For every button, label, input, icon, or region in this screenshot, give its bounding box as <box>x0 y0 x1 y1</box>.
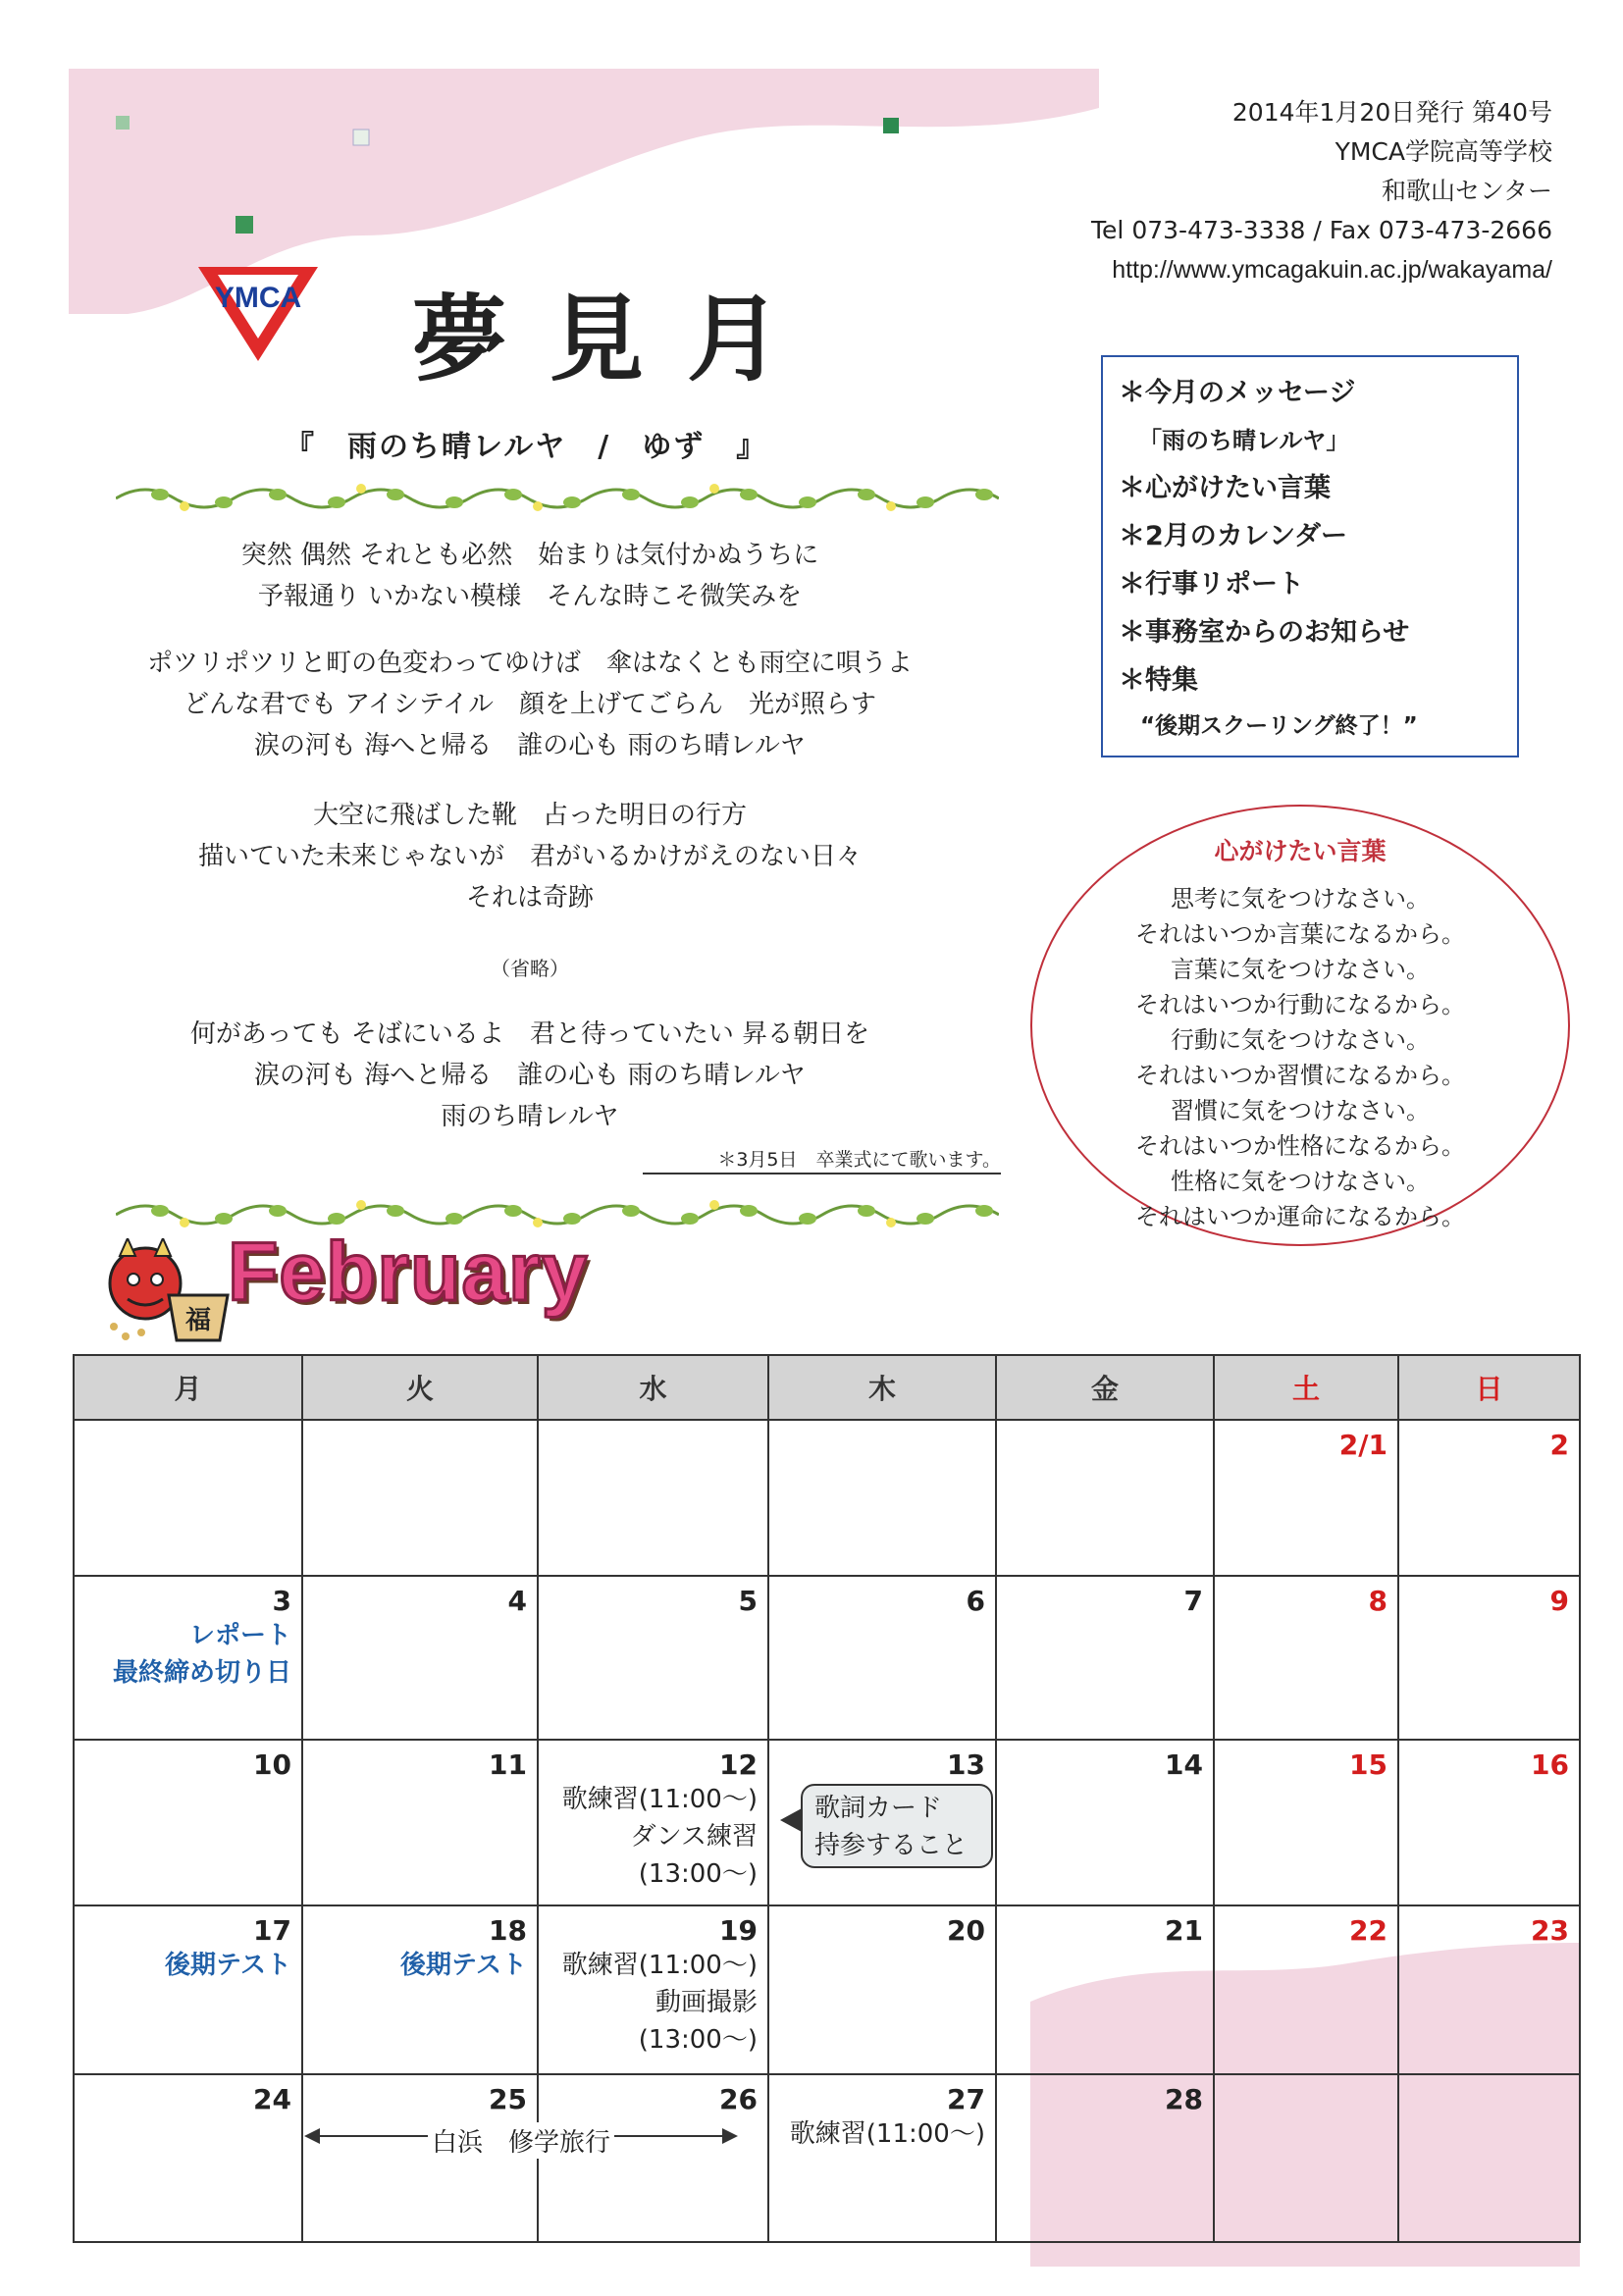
toc-item: ＊事務室からのお知らせ <box>1119 617 1410 648</box>
lyric-line: 大空に飛ばした靴 占った明日の行方 <box>312 801 747 830</box>
calendar-event: (13:00～) <box>638 1858 758 1889</box>
weekday-thu: 木 <box>768 1355 996 1420</box>
calendar-day-tue <box>302 1905 538 2073</box>
day-number: 14 <box>1165 1748 1203 1781</box>
calendar-day-wed <box>538 1740 768 1905</box>
day-number: 9 <box>1549 1585 1569 1618</box>
calendar-day-fri <box>996 1740 1214 1905</box>
day-number: 25 <box>489 2082 527 2115</box>
lyric-line: 突然 偶然 それとも必然 始まりは気付かぬうちに <box>240 541 819 570</box>
graduation-note: ＊3月5日 卒業式にて歌います。 <box>643 1145 1001 1174</box>
calendar-day-fri <box>996 1905 1214 2073</box>
calendar-day-mon <box>74 1740 302 1905</box>
day-number: 8 <box>1368 1585 1387 1618</box>
weekday-mon: 月 <box>74 1355 302 1420</box>
school-trip-label: 白浜 修学旅行 <box>428 2122 614 2159</box>
calendar-day-thu <box>768 1576 996 1739</box>
calendar-week-row <box>74 1905 1580 2073</box>
calendar-day-wed <box>538 1576 768 1739</box>
day-number: 21 <box>1165 1914 1203 1948</box>
toc-item: ＊行事リポート <box>1119 569 1304 600</box>
motto-line: 行動に気をつけなさい。 <box>1171 1026 1430 1054</box>
bubble-line: 持参すること <box>814 1831 969 1860</box>
song-title: 『 雨のち晴レルヤ / ゆず 』 <box>285 430 768 464</box>
day-number: 10 <box>253 1748 291 1781</box>
bubble-tail <box>780 1808 802 1832</box>
motto-line: それはいつか性格になるから。 <box>1135 1132 1465 1160</box>
lyric-line: 予報通り いかない模様 そんな時こそ微笑みを <box>257 582 803 611</box>
motto-line: 言葉に気をつけなさい。 <box>1171 956 1430 983</box>
calendar-day-sat <box>1214 1420 1398 1576</box>
lyrics-omitted: （省略） <box>491 957 569 980</box>
lyric-line: 涙の河も 海へと帰る 誰の心も 雨のち晴レルヤ <box>254 731 806 760</box>
calendar-day-thu <box>768 1420 996 1576</box>
calendar-day-tue <box>302 1420 538 1576</box>
day-number: 28 <box>1165 2082 1203 2115</box>
calendar-day-fri <box>996 1576 1214 1739</box>
lyric-card-bubble <box>801 1784 993 1868</box>
calendar-event: 動画撮影 <box>654 1988 758 2018</box>
day-number: 7 <box>1183 1585 1203 1618</box>
trip-arrow-left-head <box>304 2128 320 2144</box>
lyric-line: 描いていた未来じゃないが 君がいるかけがえのない日々 <box>197 842 862 871</box>
toc-subitem: “後期スクーリング終了！” <box>1140 713 1418 739</box>
day-number: 11 <box>489 1748 527 1781</box>
weekday-sat: 土 <box>1214 1355 1398 1420</box>
vine-divider-top <box>116 479 999 518</box>
toc-item: ＊心がけたい言葉 <box>1119 473 1331 503</box>
calendar-day-wed <box>538 1420 768 1576</box>
lyric-line: 涙の河も 海へと帰る 誰の心も 雨のち晴レルヤ <box>254 1061 806 1090</box>
motto-line: それはいつか習慣になるから。 <box>1135 1062 1465 1089</box>
weekday-sun: 日 <box>1398 1355 1580 1420</box>
calendar-day-tue <box>302 1576 538 1739</box>
motto-line: 性格に気をつけなさい。 <box>1171 1168 1430 1195</box>
logo-text: YMCA <box>214 282 302 314</box>
day-number: 16 <box>1531 1748 1569 1781</box>
day-number: 6 <box>966 1585 985 1618</box>
lyric-line: 何があっても そばにいるよ 君と待っていたい 昇る朝日を <box>189 1019 870 1049</box>
weekday-fri: 金 <box>996 1355 1214 1420</box>
motto-line: それはいつか運命になるから。 <box>1135 1203 1465 1230</box>
calendar-event: 歌練習(11:00～) <box>789 2118 985 2149</box>
calendar-day-sat <box>1214 1905 1398 2073</box>
weekday-wed: 水 <box>538 1355 768 1420</box>
center-name: 和歌山センター <box>1381 177 1552 205</box>
calendar-day-sun <box>1398 1740 1580 1905</box>
month-heading: February <box>228 1226 589 1318</box>
day-number: 26 <box>719 2082 758 2115</box>
day-number: 4 <box>507 1585 527 1618</box>
calendar-event: ダンス練習 <box>630 1821 758 1852</box>
lyrics-stanza-2 <box>98 643 962 766</box>
lyrics-stanza-1 <box>98 535 962 617</box>
ymca-logo <box>196 265 320 363</box>
motto-text <box>1030 881 1570 1234</box>
day-number: 2 <box>1549 1429 1569 1461</box>
calendar-event: 最終締め切り日 <box>112 1658 291 1689</box>
contact-numbers: Tel 073-473-3338 / Fax 073-473-2666 <box>1091 216 1552 244</box>
day-number: 5 <box>738 1585 758 1618</box>
day-number: 19 <box>719 1914 758 1948</box>
calendar-day-sat <box>1214 1576 1398 1739</box>
calendar-day-sun <box>1398 1905 1580 2073</box>
calendar-event: 後期テスト <box>165 1951 291 1981</box>
publication-info <box>944 93 1552 289</box>
lyrics-stanza-4 <box>98 1014 962 1137</box>
calendar-event: 歌練習(11:00～) <box>561 1784 758 1814</box>
calendar-day-mon <box>74 1420 302 1576</box>
calendar-day-fri <box>996 2074 1214 2242</box>
day-number: 18 <box>489 1914 527 1948</box>
day-number: 15 <box>1349 1748 1387 1781</box>
day-number: 17 <box>253 1914 291 1948</box>
day-number: 24 <box>253 2082 291 2115</box>
toc-item: ＊特集 <box>1119 665 1198 696</box>
calendar-week-row <box>74 1420 1580 1576</box>
toc-item: ＊今月のメッセージ <box>1119 378 1356 408</box>
motto-line: それはいつか言葉になるから。 <box>1135 920 1465 948</box>
weekday-tue: 火 <box>302 1355 538 1420</box>
website-link[interactable]: http://www.ymcagakuin.ac.jp/wakayama/ <box>1112 256 1552 284</box>
lyric-line: ポツリポツリと町の色変わってゆけば 傘はなくとも雨空に唄うよ <box>147 649 913 678</box>
calendar-week-row <box>74 2074 1580 2242</box>
motto-line: それはいつか行動になるから。 <box>1135 991 1465 1018</box>
lyric-line: それは奇跡 <box>465 883 594 913</box>
calendar-day-fri <box>996 1420 1214 1576</box>
oni-mame-icon <box>98 1238 236 1346</box>
day-number: 12 <box>719 1748 758 1781</box>
calendar-day-mon <box>74 1905 302 2073</box>
calendar-event: 歌練習(11:00～) <box>561 1951 758 1981</box>
motto-line: 習慣に気をつけなさい。 <box>1171 1097 1430 1124</box>
toc-item: ＊2月のカレンダー <box>1119 521 1348 551</box>
lyric-line: 雨のち晴レルヤ <box>441 1102 619 1131</box>
calendar-day-sat <box>1214 2074 1398 2242</box>
day-number: 23 <box>1531 1914 1569 1948</box>
trip-arrow-right-head <box>722 2128 738 2144</box>
issue-date: 2014年1月20日発行 第40号 <box>1231 98 1552 127</box>
day-number: 2/1 <box>1338 1429 1387 1461</box>
calendar-day-mon <box>74 1576 302 1739</box>
day-number: 13 <box>947 1748 985 1781</box>
calendar-day-sun <box>1398 2074 1580 2242</box>
day-number: 3 <box>272 1585 291 1618</box>
calendar-day-sat <box>1214 1740 1398 1905</box>
lyric-line: どんな君でも アイシテイル 顔を上げてごらん 光が照らす <box>183 690 877 719</box>
fuku-label: 福 <box>184 1306 212 1335</box>
day-number: 20 <box>947 1914 985 1948</box>
calendar-day-thu <box>768 2074 996 2242</box>
calendar-day-wed <box>538 1905 768 2073</box>
calendar-week-row <box>74 1576 1580 1739</box>
motto-title: 心がけたい言葉 <box>1214 837 1387 865</box>
calendar-day-tue <box>302 1740 538 1905</box>
calendar-event: 後期テスト <box>400 1951 527 1981</box>
calendar-day-sun <box>1398 1420 1580 1576</box>
calendar-event: (13:00～) <box>638 2025 758 2056</box>
weekday-header-row <box>74 1355 1580 1420</box>
motto-line: 思考に気をつけなさい。 <box>1171 885 1430 913</box>
calendar-day-thu <box>768 1905 996 2073</box>
newsletter-title: 夢見月 <box>412 284 824 394</box>
school-name: YMCA学院高等学校 <box>1335 137 1552 166</box>
day-number: 22 <box>1349 1914 1387 1948</box>
lyrics-stanza-3 <box>98 795 962 918</box>
toc-subitem: 「雨のち晴レルヤ」 <box>1138 427 1350 454</box>
day-number: 27 <box>947 2082 985 2115</box>
calendar-day-sun <box>1398 1576 1580 1739</box>
calendar-day-mon <box>74 2074 302 2242</box>
bubble-line: 歌詞カード <box>814 1794 943 1823</box>
contents-box <box>1101 355 1519 757</box>
calendar-event: レポート <box>188 1621 291 1651</box>
